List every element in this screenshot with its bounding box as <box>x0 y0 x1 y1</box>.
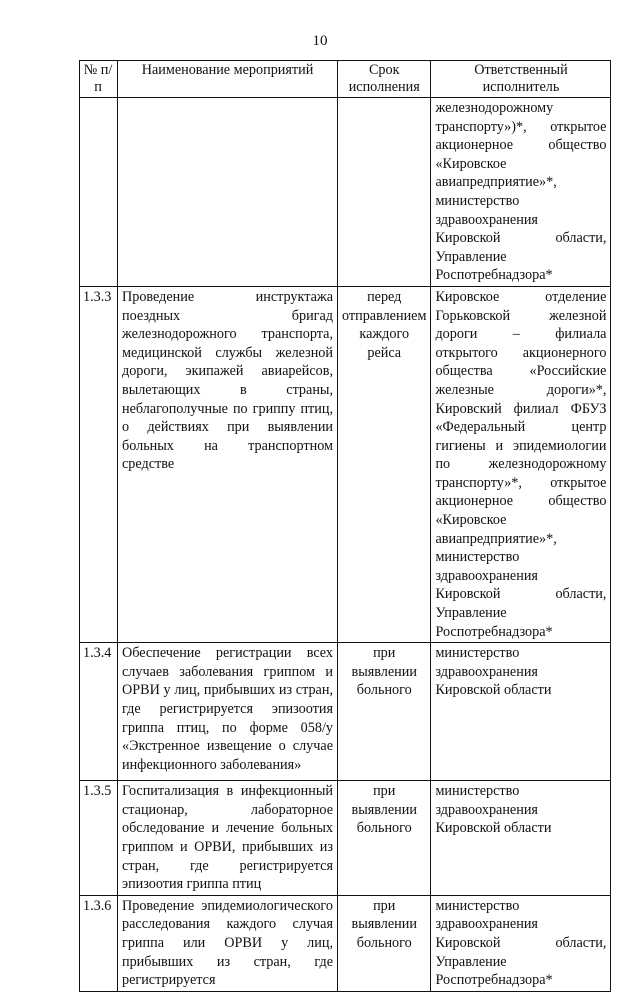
row-responsible: министерство здравоохранения Кировской области <box>431 781 611 896</box>
table-row <box>80 98 611 287</box>
row-term: перед отправлением каждого рейса <box>338 286 431 642</box>
row-num: 1.3.5 <box>80 781 118 896</box>
table-header-row <box>80 61 611 98</box>
row-name: Проведение инструктажа поездных бригад железнодорожного транспорта, медицинской службы железной дороги, экипажей авиарейсов, вылетающих в страны, неблагополучные по гриппу птиц, о действиях при выявлении больных на транспортном средстве <box>118 286 338 642</box>
measures-table <box>79 60 611 992</box>
row-name: Обеспечение регистрации всех случаев заболевания гриппом и ОРВИ у лиц, прибывших из стран, где регистрируется эпизоотия гриппа птиц, по форме 058/у «Экстренное извещение о случае инфекционного заболевания» <box>118 643 338 781</box>
row-responsible: министерство здравоохранения Кировской области, Управление Роспотребнадзора* <box>431 895 611 991</box>
table-row <box>80 781 611 896</box>
row-num: 1.3.3 <box>80 286 118 642</box>
table-row <box>80 895 611 991</box>
row-responsible: железнодорожному транспорту»)*, открытое акционерное общество «Кировское авиапредприятие»*, министерство здравоохранения Кировской области, Управление Роспотребнадзора* <box>431 98 611 287</box>
header-responsible: Ответственный исполнитель <box>431 61 611 98</box>
row-num: 1.3.6 <box>80 895 118 991</box>
row-term <box>338 98 431 287</box>
row-num: 1.3.4 <box>80 643 118 781</box>
table-row <box>80 286 611 642</box>
row-name <box>118 98 338 287</box>
row-num <box>80 98 118 287</box>
row-name: Проведение эпидемиологического расследования каждого случая гриппа или ОРВИ у лиц, прибывших из стран, где регистрируется <box>118 895 338 991</box>
header-name: Наименование мероприятий <box>118 61 338 98</box>
row-term: при выявлении больного <box>338 895 431 991</box>
header-num: № п/п <box>80 61 118 98</box>
header-term: Срок исполнения <box>338 61 431 98</box>
row-term: при выявлении больного <box>338 643 431 781</box>
row-responsible: Кировское отделение Горьковской железной дороги – филиала открытого акционерного общества «Российские железные дороги»*, Кировский филиал ФБУЗ «Федеральный центр гигиены и эпидемиологии по железнодорожному транспорту»*, открытое акционерное общество «Кировское авиапредприятие»*, министерство здравоохранения Кировской области, Управление Роспотребнадзора* <box>431 286 611 642</box>
row-term: при выявлении больного <box>338 781 431 896</box>
row-name: Госпитализация в инфекционный стационар, лабораторное обследование и лечение больных гриппом и ОРВИ, прибывших из стран, где регистрируется эпизоотия гриппа птиц <box>118 781 338 896</box>
row-responsible: министерство здравоохранения Кировской области <box>431 643 611 781</box>
table-row <box>80 643 611 781</box>
page-number: 10 <box>312 33 328 49</box>
